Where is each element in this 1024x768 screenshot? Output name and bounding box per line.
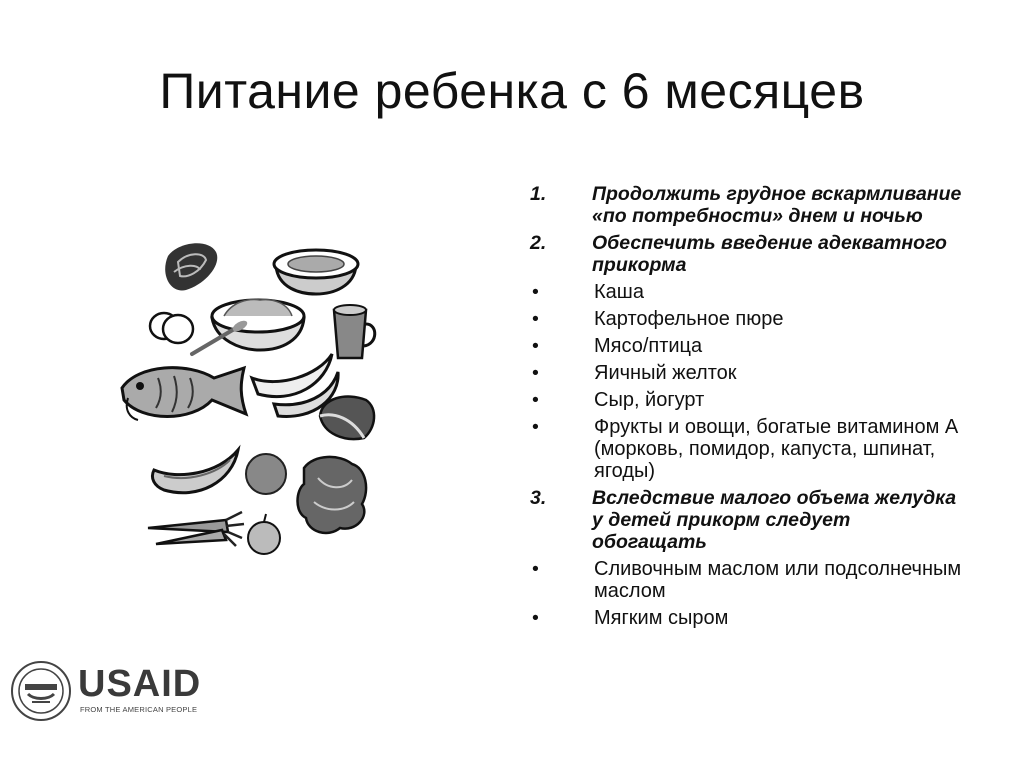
list-item-text: Обеспечить введение адекватного прикорма — [592, 232, 947, 276]
list-item — [528, 335, 968, 357]
list-item — [528, 487, 968, 553]
list-marker: 3. — [530, 487, 547, 509]
slide-title: Питание ребенка с 6 месяцев — [159, 63, 865, 119]
list-item-text: Сливочным маслом или подсолнечным маслом — [594, 558, 962, 602]
list-item — [528, 183, 968, 227]
list-marker: • — [532, 416, 539, 438]
cup-icon — [334, 305, 375, 358]
list-marker: • — [532, 607, 539, 629]
carrots-icon — [148, 512, 244, 546]
food-illustration — [108, 228, 408, 568]
list-item-text: Фрукты и овощи, богатые витамином А (морковь, помидор, капуста, шпинат, ягоды) — [594, 416, 959, 482]
liver-icon — [165, 243, 217, 290]
logo-wordmark: USAID — [78, 663, 202, 705]
list-item-text: Картофельное пюре — [594, 308, 784, 330]
usaid-logo — [10, 660, 210, 722]
list-marker: • — [532, 558, 539, 580]
list-marker: • — [532, 281, 539, 303]
cabbage-icon — [298, 457, 367, 533]
list-marker: • — [532, 389, 539, 411]
melon-slice-icon — [152, 450, 238, 493]
list-item — [528, 607, 968, 629]
soup-bowl-icon — [274, 250, 358, 294]
list-marker: 1. — [530, 183, 547, 205]
list-item — [528, 416, 968, 482]
porridge-bowl-icon — [192, 300, 304, 354]
eggs-icon — [150, 313, 193, 343]
list-marker: • — [532, 335, 539, 357]
logo-tagline: FROM THE AMERICAN PEOPLE — [80, 705, 198, 714]
seal-icon — [10, 660, 72, 722]
list-item-text: Каша — [594, 281, 644, 303]
list-item — [528, 362, 968, 384]
list-item-text: Яичный желток — [594, 362, 737, 384]
list-marker: 2. — [530, 232, 547, 254]
tomato-icon — [246, 454, 286, 494]
list-marker: • — [532, 362, 539, 384]
list-item-text: Продолжить грудное вскармливание «по потребности» днем и ночью — [592, 183, 962, 227]
list-item — [528, 232, 968, 276]
cheese-icon — [320, 397, 374, 439]
list-item-text: Мясо/птица — [594, 335, 703, 357]
list-marker: • — [532, 308, 539, 330]
list-item — [528, 308, 968, 330]
list-item-text: Вследствие малого объема желудка у детей прикорм следует обогащать — [592, 487, 957, 553]
list-item-text: Сыр, йогурт — [594, 389, 705, 411]
content-list — [528, 183, 968, 634]
list-item — [528, 281, 968, 303]
list-item — [528, 389, 968, 411]
fish-icon — [122, 368, 246, 420]
list-item-text: Мягким сыром — [594, 607, 729, 629]
apple-icon — [248, 514, 280, 554]
list-item — [528, 558, 968, 602]
